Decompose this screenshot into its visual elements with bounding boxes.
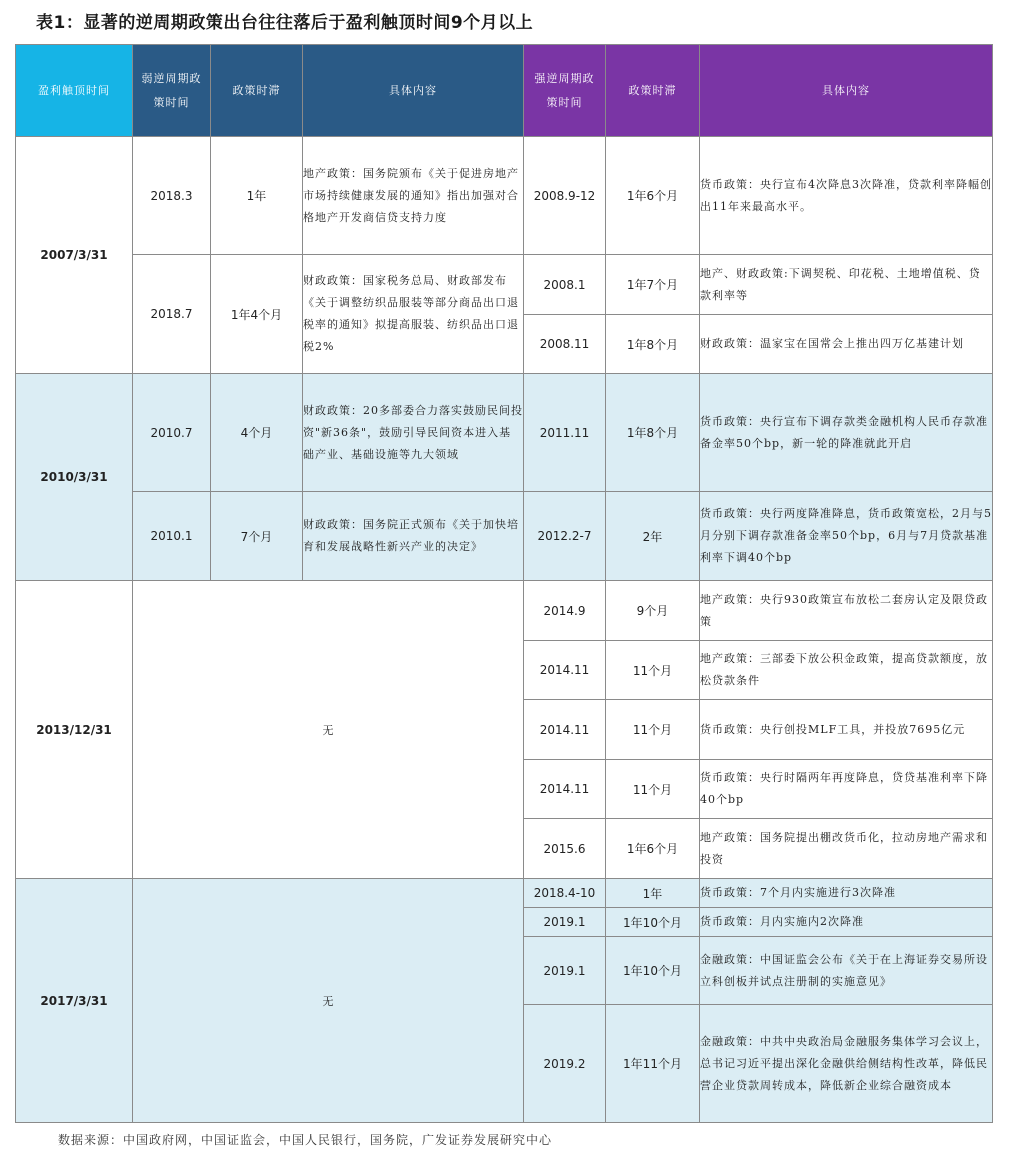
strong-content: 货币政策：7个月内实施进行3次降准 xyxy=(700,879,993,908)
strong-content: 地产政策：三部委下放公积金政策，提高贷款额度，放松贷款条件 xyxy=(700,641,993,700)
strong-time: 2019.1 xyxy=(524,937,606,1005)
weak-content: 财政政策：国务院正式颁布《关于加快培育和发展战略性新兴产业的决定》 xyxy=(303,492,524,581)
table-row xyxy=(16,137,993,255)
strong-time: 2011.11 xyxy=(524,374,606,492)
strong-content: 财政政策：温家宝在国常会上推出四万亿基建计划 xyxy=(700,315,993,374)
strong-lag: 1年10个月 xyxy=(606,937,700,1005)
weak-lag: 7个月 xyxy=(211,492,303,581)
strong-lag: 1年6个月 xyxy=(606,137,700,255)
strong-time: 2008.9-12 xyxy=(524,137,606,255)
table-row xyxy=(16,492,993,581)
strong-lag: 9个月 xyxy=(606,581,700,641)
strong-content: 地产政策：国务院提出棚改货币化，拉动房地产需求和投资 xyxy=(700,819,993,879)
strong-time: 2015.6 xyxy=(524,819,606,879)
strong-content: 货币政策：央行宣布4次降息3次降准，贷款利率降幅创出11年来最高水平。 xyxy=(700,137,993,255)
peak-date: 2010/3/31 xyxy=(16,374,133,581)
strong-lag: 1年10个月 xyxy=(606,908,700,937)
weak-time: 2018.7 xyxy=(133,255,211,374)
weak-content: 财政政策：国家税务总局、财政部发布《关于调整纺织品服装等部分商品出口退税率的通知》拟提高服装、纺织品出口退税2% xyxy=(303,255,524,374)
table-row xyxy=(16,879,993,908)
header-strong-content: 具体内容 xyxy=(700,45,993,137)
strong-lag: 1年 xyxy=(606,879,700,908)
no-weak-policy: 无 xyxy=(133,581,524,879)
strong-lag: 1年6个月 xyxy=(606,819,700,879)
header-weak-lag: 政策时滞 xyxy=(211,45,303,137)
policy-table xyxy=(15,44,993,1123)
strong-time: 2012.2-7 xyxy=(524,492,606,581)
strong-content: 货币政策：央行宣布下调存款类金融机构人民币存款准备金率50个bp，新一轮的降准就此开启 xyxy=(700,374,993,492)
header-strong-lag: 政策时滞 xyxy=(606,45,700,137)
weak-time: 2010.1 xyxy=(133,492,211,581)
header-weak-time: 弱逆周期政策时间 xyxy=(133,45,211,137)
header-weak-content: 具体内容 xyxy=(303,45,524,137)
strong-time: 2014.11 xyxy=(524,641,606,700)
strong-lag: 1年8个月 xyxy=(606,315,700,374)
table-row xyxy=(16,374,993,492)
strong-content: 金融政策：中国证监会公布《关于在上海证券交易所设立科创板并试点注册制的实施意见》 xyxy=(700,937,993,1005)
strong-content: 地产、财政政策:下调契税、印花税、土地增值税、贷款利率等 xyxy=(700,255,993,315)
weak-content: 地产政策：国务院颁布《关于促进房地产市场持续健康发展的通知》指出加强对合格地产开发商信贷支持力度 xyxy=(303,137,524,255)
header-row xyxy=(16,45,993,137)
strong-time: 2019.2 xyxy=(524,1005,606,1123)
strong-time: 2019.1 xyxy=(524,908,606,937)
strong-lag: 2年 xyxy=(606,492,700,581)
peak-date: 2007/3/31 xyxy=(16,137,133,374)
table-row xyxy=(16,255,993,315)
strong-lag: 1年7个月 xyxy=(606,255,700,315)
strong-content: 货币政策：央行时隔两年再度降息，贷贷基准利率下降40个bp xyxy=(700,760,993,819)
strong-content: 货币政策：央行两度降准降息，货币政策宽松，2月与5月分别下调存款准备金率50个bp，6月与7月贷款基准利率下调40个bp xyxy=(700,492,993,581)
strong-time: 2008.11 xyxy=(524,315,606,374)
data-source-note: 数据来源：中国政府网，中国证监会，中国人民银行，国务院，广发证券发展研究中心 xyxy=(58,1133,553,1147)
strong-content: 货币政策：月内实施内2次降准 xyxy=(700,908,993,937)
peak-date: 2017/3/31 xyxy=(16,879,133,1123)
no-weak-policy: 无 xyxy=(133,879,524,1123)
weak-time: 2018.3 xyxy=(133,137,211,255)
strong-time: 2014.11 xyxy=(524,760,606,819)
peak-date: 2013/12/31 xyxy=(16,581,133,879)
weak-content: 财政政策：20多部委合力落实鼓励民间投资"新36条"，鼓励引导民间资本进入基础产业、基础设施等九大领域 xyxy=(303,374,524,492)
strong-lag: 1年11个月 xyxy=(606,1005,700,1123)
weak-time: 2010.7 xyxy=(133,374,211,492)
weak-lag: 4个月 xyxy=(211,374,303,492)
strong-lag: 1年8个月 xyxy=(606,374,700,492)
table-title: 表1：显著的逆周期政策出台往往落后于盈利触顶时间9个月以上 xyxy=(36,13,534,33)
strong-time: 2014.11 xyxy=(524,700,606,760)
header-strong-time: 强逆周期政策时间 xyxy=(524,45,606,137)
weak-lag: 1年 xyxy=(211,137,303,255)
strong-content: 地产政策：央行930政策宣布放松二套房认定及限贷政策 xyxy=(700,581,993,641)
header-peak-time: 盈利触顶时间 xyxy=(16,45,133,137)
table-row xyxy=(16,581,993,641)
strong-content: 金融政策：中共中央政治局金融服务集体学习会议上，总书记习近平提出深化金融供给侧结构性改革，降低民营企业贷款周转成本，降低新企业综合融资成本 xyxy=(700,1005,993,1123)
strong-lag: 11个月 xyxy=(606,700,700,760)
strong-time: 2008.1 xyxy=(524,255,606,315)
strong-time: 2014.9 xyxy=(524,581,606,641)
strong-content: 货币政策：央行创投MLF工具，并投放7695亿元 xyxy=(700,700,993,760)
strong-lag: 11个月 xyxy=(606,641,700,700)
strong-time: 2018.4-10 xyxy=(524,879,606,908)
weak-lag: 1年4个月 xyxy=(211,255,303,374)
strong-lag: 11个月 xyxy=(606,760,700,819)
